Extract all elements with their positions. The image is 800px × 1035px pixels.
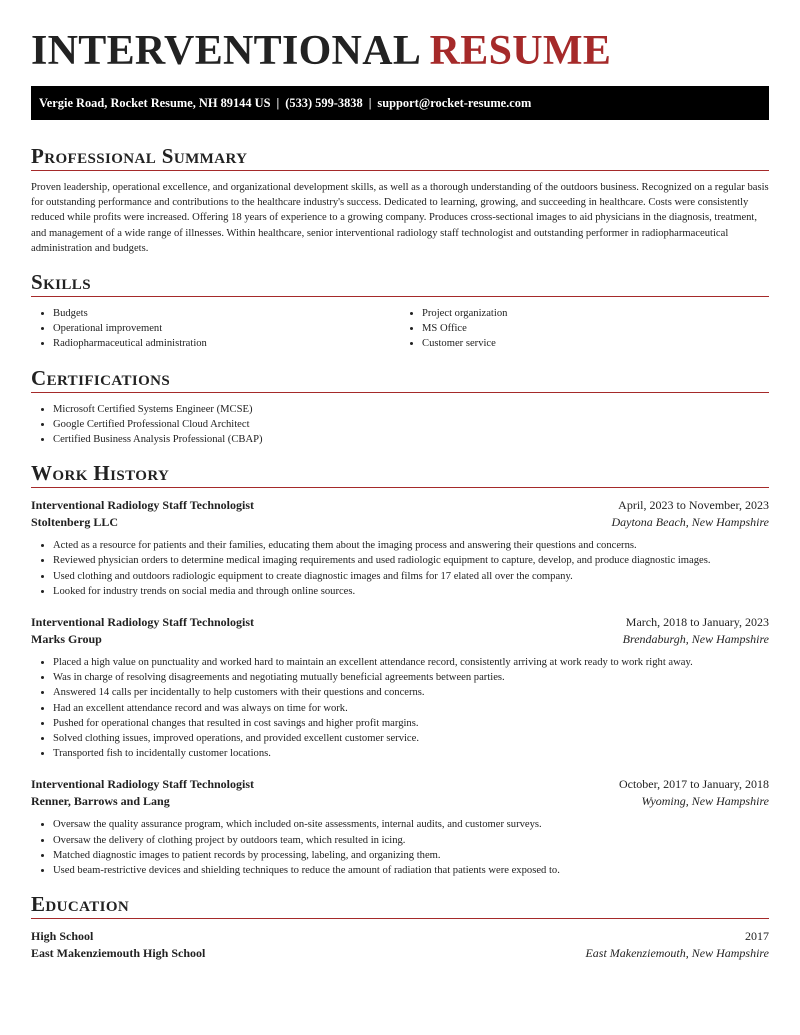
job-title: Interventional Radiology Staff Technologist	[31, 615, 255, 630]
skill-item: • Customer service	[422, 336, 769, 351]
job-bullet: • Placed a high value on punctuality and worked hard to maintain an excellent attendance record, consistently arriving at work ready to work right away.	[53, 655, 769, 670]
job-entry	[31, 497, 769, 599]
job-company: Renner, Barrows and Lang	[31, 794, 170, 809]
job-bullet: • Oversaw the delivery of clothing project by outdoors team, which resulted in icing.	[53, 833, 769, 848]
job-bullet: • Looked for industry trends on social media and through online sources.	[53, 584, 769, 599]
contact-separator: |	[368, 96, 372, 110]
skill-item: • Radiopharmaceutical administration	[53, 336, 400, 351]
skill-item: • MS Office	[422, 321, 769, 336]
job-company-row	[31, 793, 769, 810]
job-company-row	[31, 631, 769, 648]
section-divider	[31, 296, 769, 297]
work-history-section	[31, 459, 769, 878]
job-entry	[31, 776, 769, 878]
summary-section	[31, 142, 769, 256]
education-year: 2017	[745, 929, 769, 944]
job-bullet: • Pushed for operational changes that resulted in cost savings and higher profit margins.	[53, 716, 769, 731]
education-school-row	[31, 945, 769, 962]
section-heading: Work History	[31, 461, 170, 486]
section-heading: Skills	[31, 270, 91, 295]
job-bullet: • Oversaw the quality assurance program, which included on-site assessments, internal audits, and customer surveys.	[53, 817, 769, 832]
section-heading: Education	[31, 892, 130, 917]
job-company-row	[31, 514, 769, 531]
job-bullet: • Was in charge of resolving disagreements and negotiating mutually beneficial agreements between parties.	[53, 670, 769, 685]
education-header-row	[31, 928, 769, 945]
title-accent: RESUME	[429, 28, 612, 74]
summary-text: Proven leadership, operational excellence, and organizational development skills, as well as a thorough understanding of the outdoors business. Recognized on a regular basis for outstanding performance and contributions to the healthcare industry's success. Dedicated to learning, growing, and succeeding in healthcare. Costs were consistently reduced while profits were increased. Offering 18 years of experience to a growing company. Produces cross-sectional images to aid physicians in the diagnosis, treatment, and management of a wide range of illnesses. Within healthcare, senior interventional radiology staff technologist and outstanding performer in radiopharmaceutical administration and budgets.	[31, 182, 769, 254]
job-bullet: • Matched diagnostic images to patient records by processing, labeling, and organizing them.	[53, 848, 769, 863]
contact-phone: (533) 599-3838	[285, 96, 363, 110]
resume-title	[31, 0, 769, 86]
job-bullets	[31, 538, 769, 599]
job-dates: October, 2017 to January, 2018	[618, 777, 769, 792]
job-company: Stoltenberg LLC	[31, 515, 118, 530]
education-school: East Makenziemouth High School	[31, 946, 206, 961]
certification-item: • Google Certified Professional Cloud Architect	[53, 417, 769, 432]
job-location: Daytona Beach, New Hampshire	[611, 515, 769, 530]
job-title: Interventional Radiology Staff Technologist	[31, 498, 255, 513]
job-header-row	[31, 614, 769, 631]
education-degree: High School	[31, 929, 94, 944]
section-divider	[31, 487, 769, 488]
job-dates: March, 2018 to January, 2023	[625, 615, 769, 630]
education-location: East Makenziemouth, New Hampshire	[585, 946, 769, 961]
certification-item: • Microsoft Certified Systems Engineer (MCSE)	[53, 402, 769, 417]
job-bullet: • Reviewed physician orders to determine medical imaging requirements and used radiologic equipment to capture, develop, and produce diagnostic images.	[53, 553, 769, 568]
job-bullets	[31, 817, 769, 878]
certifications-list	[31, 402, 769, 448]
skill-item: • Operational improvement	[53, 321, 400, 336]
certification-item: • Certified Business Analysis Professional (CBAP)	[53, 432, 769, 447]
contact-bar	[31, 86, 769, 120]
skill-item: • Budgets	[53, 306, 400, 321]
job-bullet: • Had an excellent attendance record and was always on time for work.	[53, 701, 769, 716]
job-location: Wyoming, New Hampshire	[641, 794, 769, 809]
job-bullets	[31, 655, 769, 761]
skill-item: • Project organization	[422, 306, 769, 321]
job-dates: April, 2023 to November, 2023	[618, 498, 769, 513]
skills-list-right	[400, 306, 769, 352]
job-header-row	[31, 497, 769, 514]
job-company: Marks Group	[31, 632, 102, 647]
job-bullet: • Solved clothing issues, improved operations, and provided excellent customer service.	[53, 731, 769, 746]
section-heading: Professional Summary	[31, 144, 248, 168]
section-divider	[31, 918, 769, 919]
job-bullet: • Acted as a resource for patients and their families, educating them about the imaging process and answering their questions and concerns.	[53, 538, 769, 553]
skills-column-right	[400, 306, 769, 352]
education-entry	[31, 928, 769, 962]
title-main: INTERVENTIONAL	[31, 28, 419, 74]
contact-address: Vergie Road, Rocket Resume, NH 89144 US	[39, 96, 271, 110]
section-divider	[31, 392, 769, 393]
job-bullet: • Used beam-restrictive devices and shielding techniques to reduce the amount of radiation that patients were exposed to.	[53, 863, 769, 878]
job-bullet: • Answered 14 calls per incidentally to help customers with their questions and concerns.	[53, 685, 769, 700]
contact-email[interactable]: support@rocket-resume.com	[377, 96, 532, 110]
job-header-row	[31, 776, 769, 793]
certifications-section	[31, 364, 769, 448]
skills-list-left	[31, 306, 400, 352]
section-heading: Certifications	[31, 365, 171, 390]
job-entry	[31, 614, 769, 761]
job-bullet: • Transported fish to incidentally customer locations.	[53, 746, 769, 761]
job-title: Interventional Radiology Staff Technologist	[31, 777, 255, 792]
skills-column-left	[31, 306, 400, 352]
contact-separator: |	[276, 96, 280, 110]
job-location: Brendaburgh, New Hampshire	[622, 632, 769, 647]
skills-grid	[31, 306, 769, 352]
education-section	[31, 890, 769, 962]
job-bullet: • Used clothing and outdoors radiologic equipment to create diagnostic images and films for 17 elated all over the company.	[53, 569, 769, 584]
section-divider	[31, 170, 769, 171]
skills-section	[31, 268, 769, 352]
